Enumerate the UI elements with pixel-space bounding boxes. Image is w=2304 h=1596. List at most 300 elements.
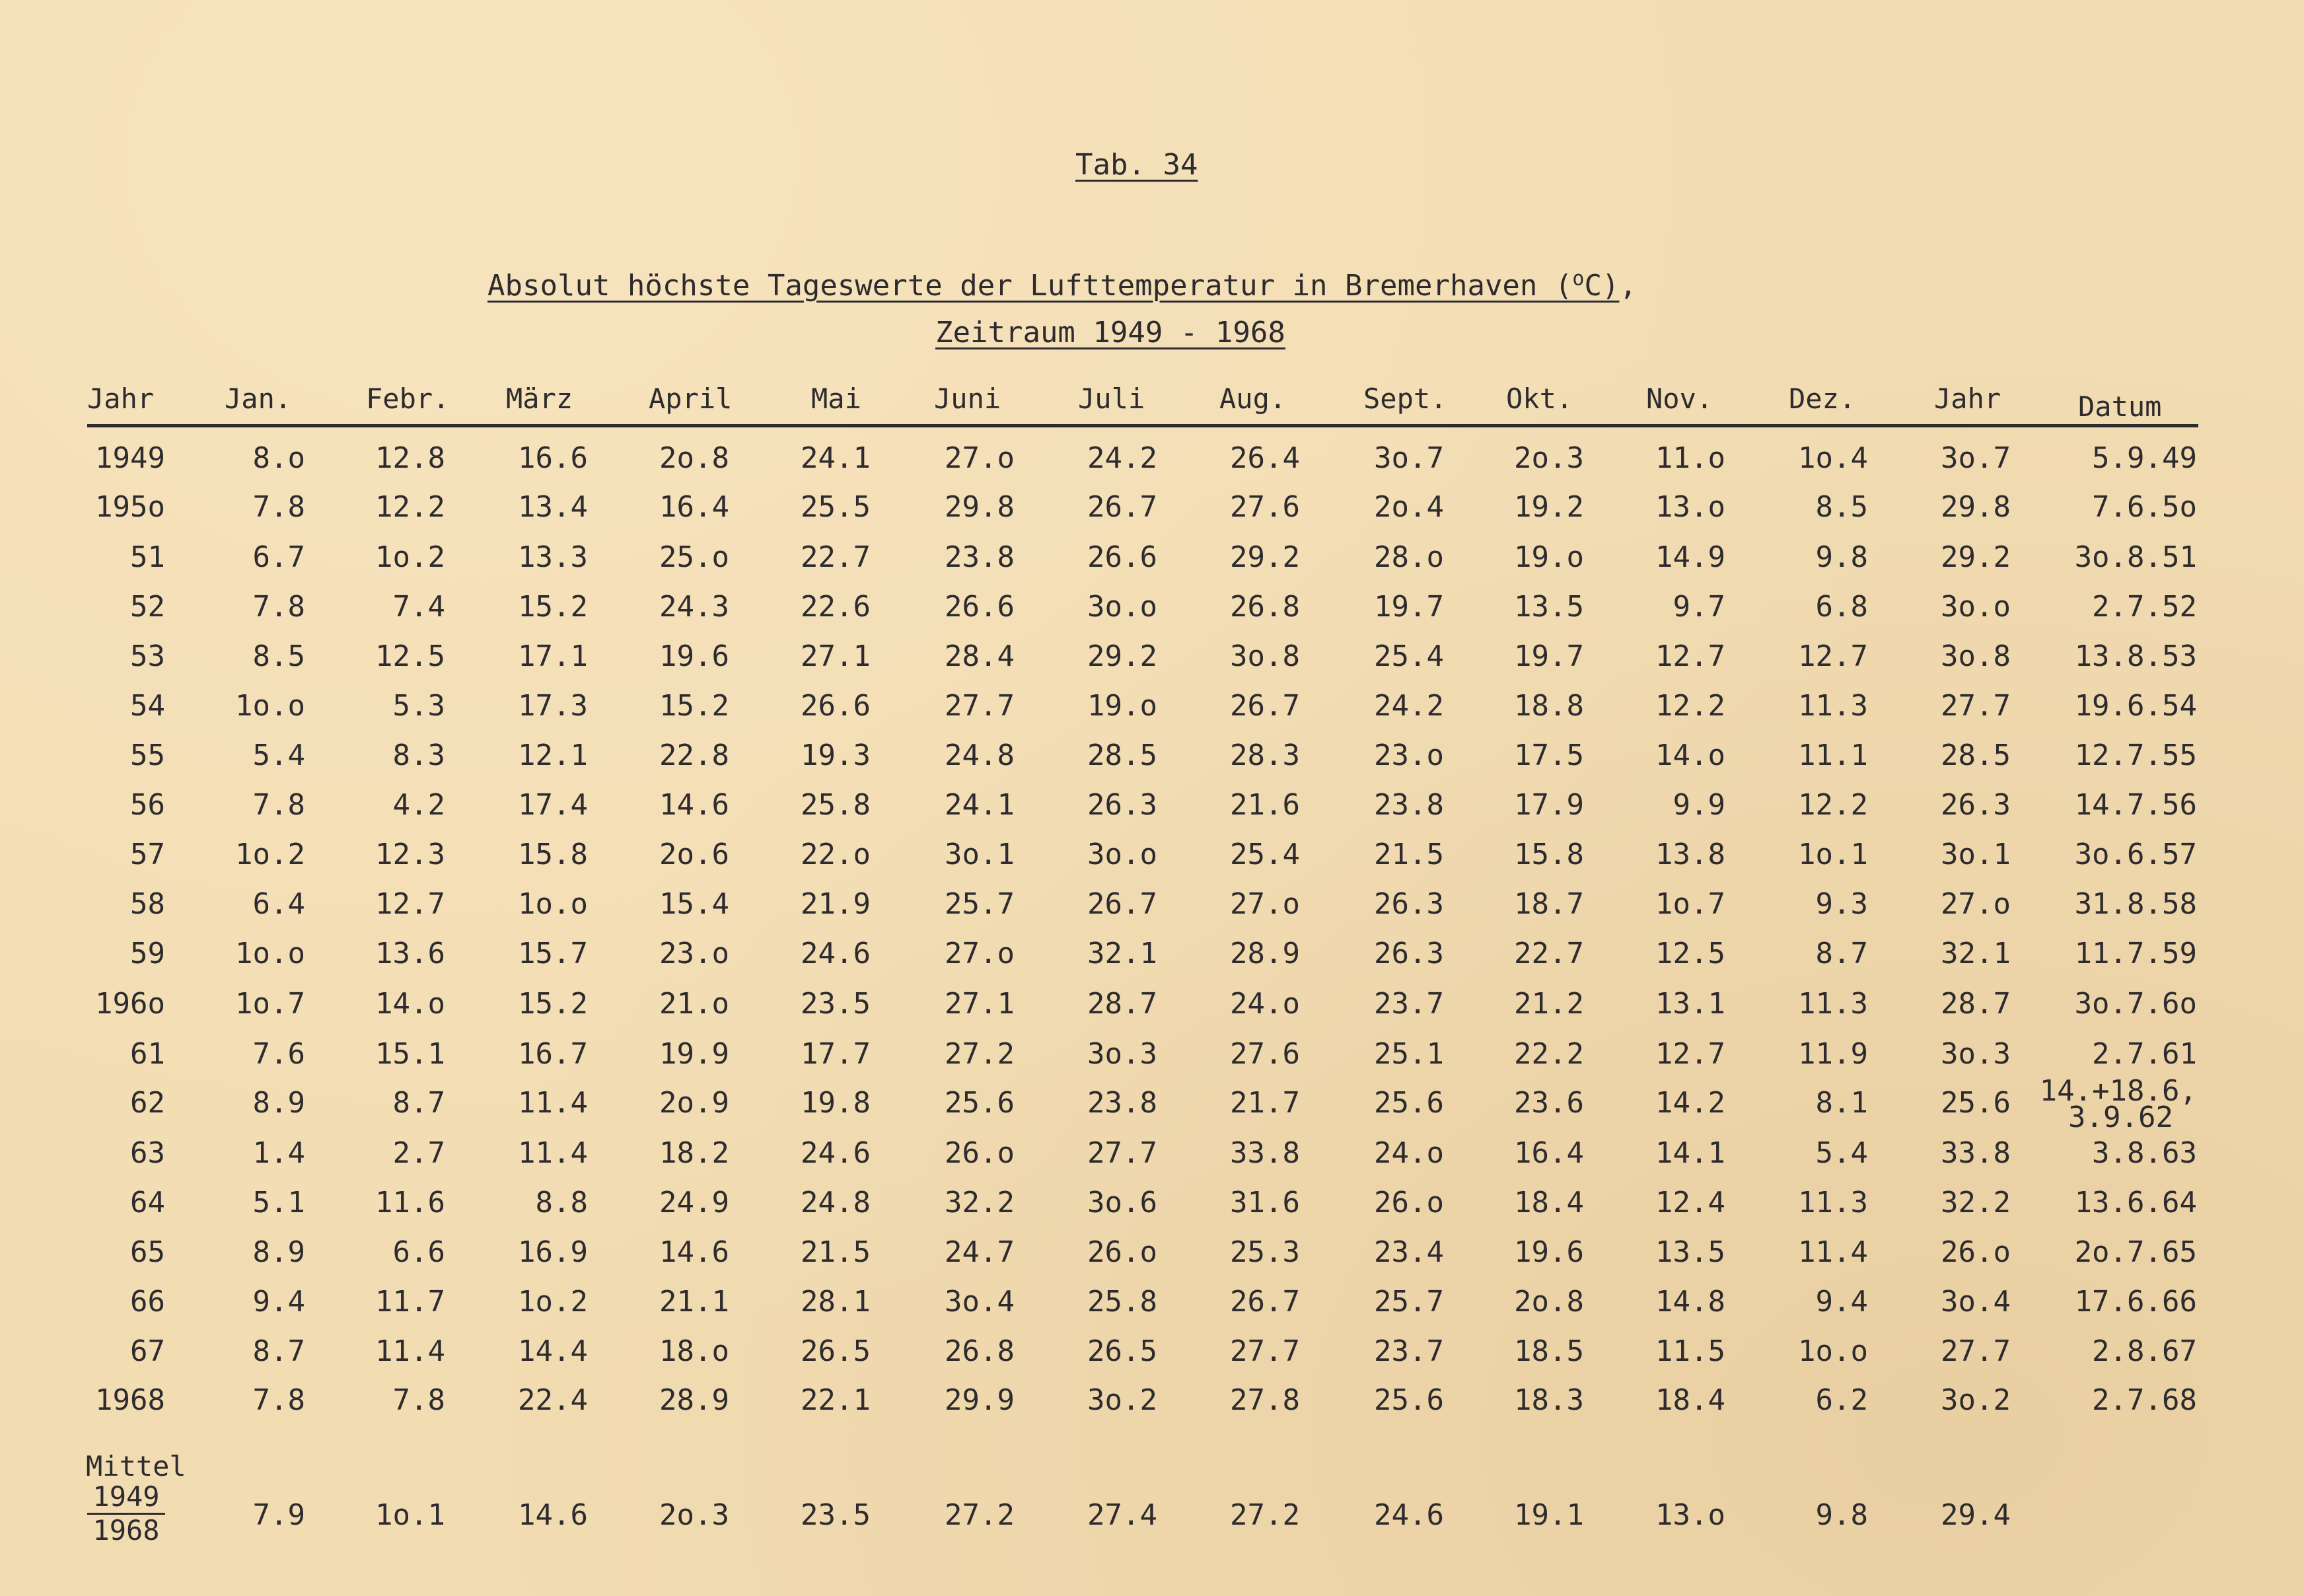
value-cell: 9.7 <box>1673 590 1725 624</box>
year-cell: 64 <box>130 1186 165 1219</box>
mean-value-cell: 29.4 <box>1941 1498 2011 1532</box>
value-cell: 26.o <box>1374 1186 1444 1219</box>
value-cell: 25.8 <box>801 788 871 822</box>
value-cell: 8.o <box>252 441 305 475</box>
value-cell: 25.4 <box>1230 838 1300 871</box>
column-header: Juli <box>1078 382 1145 415</box>
value-cell: 12.7 <box>375 887 445 921</box>
value-cell: 14.o <box>1655 739 1725 772</box>
date-cell: 14.7.56 <box>2074 788 2197 822</box>
value-cell: 26.3 <box>1087 788 1157 822</box>
value-cell: 23.8 <box>1374 788 1444 822</box>
title-unit: C) <box>1584 268 1620 303</box>
value-cell: 27.8 <box>1230 1383 1300 1417</box>
value-cell: 15.2 <box>659 689 729 723</box>
value-cell: 28.4 <box>945 639 1015 673</box>
value-cell: 13.8 <box>1655 838 1725 871</box>
value-cell: 14.2 <box>1655 1086 1725 1120</box>
value-cell: 21.7 <box>1230 1086 1300 1120</box>
year-cell: 1949 <box>95 441 165 475</box>
value-cell: 2.7 <box>392 1136 445 1170</box>
value-cell: 28.3 <box>1230 739 1300 772</box>
value-cell: 16.4 <box>659 490 729 524</box>
value-cell: 26.7 <box>1087 490 1157 524</box>
value-cell: 18.o <box>659 1334 729 1368</box>
value-cell: 9.4 <box>252 1285 305 1319</box>
value-cell: 14.9 <box>1655 540 1725 574</box>
column-header: Dez. <box>1789 382 1856 415</box>
value-cell: 25.7 <box>945 887 1015 921</box>
value-cell: 27.o <box>945 441 1015 475</box>
value-cell: 19.7 <box>1514 639 1584 673</box>
value-cell: 19.3 <box>801 739 871 772</box>
value-cell: 22.7 <box>1514 937 1584 970</box>
column-header: Febr. <box>366 382 450 415</box>
value-cell: 23.7 <box>1374 1334 1444 1368</box>
value-cell: 18.2 <box>659 1136 729 1170</box>
value-cell: 11.6 <box>375 1186 445 1219</box>
value-cell: 28.1 <box>801 1285 871 1319</box>
value-cell: 25.6 <box>945 1086 1015 1120</box>
value-cell: 21.1 <box>659 1285 729 1319</box>
value-cell: 27.7 <box>1941 1334 2011 1368</box>
column-header: Jahr <box>1934 382 2001 415</box>
value-cell: 26.6 <box>945 590 1015 624</box>
value-cell: 15.4 <box>659 887 729 921</box>
year-cell: 57 <box>130 838 165 871</box>
value-cell: 1o.1 <box>1798 838 1868 871</box>
value-cell: 26.6 <box>801 689 871 723</box>
value-cell: 2o.8 <box>1514 1285 1584 1319</box>
value-cell: 13.4 <box>518 490 588 524</box>
table-title <box>487 267 1637 303</box>
value-cell: 25.3 <box>1230 1235 1300 1269</box>
mean-value-cell: 27.4 <box>1087 1498 1157 1532</box>
value-cell: 28.5 <box>1941 739 2011 772</box>
value-cell: 1o.4 <box>1798 441 1868 475</box>
value-cell: 3o.o <box>1087 838 1157 871</box>
value-cell: 23.8 <box>1087 1086 1157 1120</box>
value-cell: 26.3 <box>1374 937 1444 970</box>
year-cell: 66 <box>130 1285 165 1319</box>
value-cell: 2o.9 <box>659 1086 729 1120</box>
value-cell: 12.8 <box>375 441 445 475</box>
year-cell: 51 <box>130 540 165 574</box>
value-cell: 12.2 <box>1655 689 1725 723</box>
value-cell: 23.7 <box>1374 987 1444 1021</box>
date-cell: 3.8.63 <box>2092 1136 2197 1170</box>
value-cell: 3o.2 <box>1087 1383 1157 1417</box>
value-cell: 18.4 <box>1655 1383 1725 1417</box>
year-cell: 56 <box>130 788 165 822</box>
value-cell: 28.7 <box>1941 987 2011 1021</box>
value-cell: 26.4 <box>1230 441 1300 475</box>
value-cell: 23.o <box>659 937 729 970</box>
value-cell: 26.7 <box>1230 689 1300 723</box>
year-cell: 61 <box>130 1037 165 1071</box>
value-cell: 28.7 <box>1087 987 1157 1021</box>
value-cell: 29.2 <box>1087 639 1157 673</box>
value-cell: 24.9 <box>659 1186 729 1219</box>
value-cell: 14.8 <box>1655 1285 1725 1319</box>
value-cell: 24.o <box>1230 987 1300 1021</box>
value-cell: 23.6 <box>1514 1086 1584 1120</box>
value-cell: 19.9 <box>659 1037 729 1071</box>
value-cell: 11.5 <box>1655 1334 1725 1368</box>
value-cell: 28.9 <box>659 1383 729 1417</box>
value-cell: 2o.6 <box>659 838 729 871</box>
value-cell: 25.7 <box>1374 1285 1444 1319</box>
value-cell: 26.o <box>945 1136 1015 1170</box>
year-cell: 54 <box>130 689 165 723</box>
value-cell: 11.4 <box>518 1136 588 1170</box>
value-cell: 11.1 <box>1798 739 1868 772</box>
value-cell: 25.5 <box>801 490 871 524</box>
value-cell: 14.1 <box>1655 1136 1725 1170</box>
value-cell: 13.5 <box>1514 590 1584 624</box>
value-cell: 26.3 <box>1941 788 2011 822</box>
value-cell: 27.o <box>945 937 1015 970</box>
value-cell: 24.3 <box>659 590 729 624</box>
value-cell: 25.8 <box>1087 1285 1157 1319</box>
value-cell: 12.2 <box>375 490 445 524</box>
value-cell: 22.2 <box>1514 1037 1584 1071</box>
mean-value-cell: 23.5 <box>801 1498 871 1532</box>
value-cell: 7.4 <box>392 590 445 624</box>
date-cell: 3o.6.57 <box>2074 838 2197 871</box>
value-cell: 11.o <box>1655 441 1725 475</box>
title-trailing: , <box>1619 268 1637 303</box>
value-cell: 31.6 <box>1230 1186 1300 1219</box>
date-cell: 11.7.59 <box>2074 937 2197 970</box>
column-header: Jan. <box>225 382 292 415</box>
value-cell: 11.3 <box>1798 1186 1868 1219</box>
value-cell: 9.3 <box>1815 887 1868 921</box>
value-cell: 22.7 <box>801 540 871 574</box>
value-cell: 27.1 <box>801 639 871 673</box>
value-cell: 24.1 <box>945 788 1015 822</box>
date-cell: 2.7.68 <box>2092 1383 2197 1417</box>
value-cell: 21.5 <box>801 1235 871 1269</box>
value-cell: 29.8 <box>1941 490 2011 524</box>
value-cell: 17.5 <box>1514 739 1584 772</box>
year-cell: 53 <box>130 639 165 673</box>
value-cell: 27.1 <box>945 987 1015 1021</box>
value-cell: 15.8 <box>518 838 588 871</box>
year-cell: 67 <box>130 1334 165 1368</box>
value-cell: 12.5 <box>1655 937 1725 970</box>
value-cell: 6.4 <box>252 887 305 921</box>
mean-value-cell: 27.2 <box>945 1498 1015 1532</box>
value-cell: 26.o <box>1941 1235 2011 1269</box>
value-cell: 16.6 <box>518 441 588 475</box>
value-cell: 5.4 <box>252 739 305 772</box>
value-cell: 15.2 <box>518 987 588 1021</box>
value-cell: 3o.3 <box>1087 1037 1157 1071</box>
value-cell: 8.5 <box>1815 490 1868 524</box>
value-cell: 17.3 <box>518 689 588 723</box>
date-cell: 3o.8.51 <box>2074 540 2197 574</box>
degree-sign: o <box>1572 267 1585 290</box>
value-cell: 17.7 <box>801 1037 871 1071</box>
value-cell: 27.6 <box>1230 1037 1300 1071</box>
value-cell: 2o.8 <box>659 441 729 475</box>
mean-period-to: 1968 <box>92 1514 160 1546</box>
date-cell: 17.6.66 <box>2074 1285 2197 1319</box>
value-cell: 19.6 <box>1514 1235 1584 1269</box>
value-cell: 18.8 <box>1514 689 1584 723</box>
value-cell: 1.4 <box>252 1136 305 1170</box>
value-cell: 5.3 <box>392 689 445 723</box>
value-cell: 17.1 <box>518 639 588 673</box>
mean-label: Mittel <box>86 1450 186 1482</box>
value-cell: 1o.o <box>235 689 305 723</box>
value-cell: 24.2 <box>1374 689 1444 723</box>
value-cell: 8.5 <box>252 639 305 673</box>
value-cell: 24.2 <box>1087 441 1157 475</box>
title-main: Absolut höchste Tageswerte der Lufttemperatur in Bremerhaven ( <box>487 268 1573 303</box>
value-cell: 21.5 <box>1374 838 1444 871</box>
value-cell: 21.9 <box>801 887 871 921</box>
column-header: Mai <box>811 382 861 415</box>
value-cell: 22.6 <box>801 590 871 624</box>
year-cell: 195o <box>95 490 165 524</box>
mean-value-cell: 14.6 <box>518 1498 588 1532</box>
value-cell: 29.9 <box>945 1383 1015 1417</box>
value-cell: 21.o <box>659 987 729 1021</box>
value-cell: 25.6 <box>1374 1383 1444 1417</box>
value-cell: 26.6 <box>1087 540 1157 574</box>
value-cell: 18.3 <box>1514 1383 1584 1417</box>
value-cell: 25.1 <box>1374 1037 1444 1071</box>
value-cell: 24.8 <box>945 739 1015 772</box>
value-cell: 3o.8 <box>1941 639 2011 673</box>
mean-value-cell: 9.8 <box>1815 1498 1868 1532</box>
value-cell: 26.3 <box>1374 887 1444 921</box>
value-cell: 9.9 <box>1673 788 1725 822</box>
header-rule <box>87 424 2198 427</box>
value-cell: 19.2 <box>1514 490 1584 524</box>
value-cell: 32.1 <box>1087 937 1157 970</box>
value-cell: 12.4 <box>1655 1186 1725 1219</box>
value-cell: 8.1 <box>1815 1086 1868 1120</box>
table-subtitle: Zeitraum 1949 - 1968 <box>935 316 1285 349</box>
value-cell: 3o.6 <box>1087 1186 1157 1219</box>
mean-value-cell: 27.2 <box>1230 1498 1300 1532</box>
value-cell: 27.7 <box>1230 1334 1300 1368</box>
date-cell: 2.7.61 <box>2092 1037 2197 1071</box>
value-cell: 15.7 <box>518 937 588 970</box>
value-cell: 3o.o <box>1087 590 1157 624</box>
value-cell: 11.9 <box>1798 1037 1868 1071</box>
date-cell: 13.6.64 <box>2074 1186 2197 1219</box>
value-cell: 3o.3 <box>1941 1037 2011 1071</box>
value-cell: 22.4 <box>518 1383 588 1417</box>
date-cell: 13.8.53 <box>2074 639 2197 673</box>
mean-period-fraction <box>87 1481 165 1546</box>
value-cell: 6.7 <box>252 540 305 574</box>
date-cell-second-line: 3.9.62 <box>2068 1101 2173 1134</box>
value-cell: 13.3 <box>518 540 588 574</box>
value-cell: 25.6 <box>1941 1086 2011 1120</box>
value-cell: 24.o <box>1374 1136 1444 1170</box>
value-cell: 12.2 <box>1798 788 1868 822</box>
value-cell: 13.o <box>1655 490 1725 524</box>
value-cell: 25.4 <box>1374 639 1444 673</box>
value-cell: 11.7 <box>375 1285 445 1319</box>
value-cell: 8.7 <box>1815 937 1868 970</box>
column-header: Datum <box>2078 390 2162 423</box>
value-cell: 28.9 <box>1230 937 1300 970</box>
date-cell: 2o.7.65 <box>2074 1235 2197 1269</box>
value-cell: 3o.o <box>1941 590 2011 624</box>
value-cell: 14.o <box>375 987 445 1021</box>
value-cell: 19.8 <box>801 1086 871 1120</box>
value-cell: 9.4 <box>1815 1285 1868 1319</box>
value-cell: 8.9 <box>252 1235 305 1269</box>
value-cell: 27.7 <box>1941 689 2011 723</box>
value-cell: 1o.7 <box>235 987 305 1021</box>
date-cell: 2.7.52 <box>2092 590 2197 624</box>
value-cell: 27.7 <box>945 689 1015 723</box>
value-cell: 2o.4 <box>1374 490 1444 524</box>
date-cell: 2.8.67 <box>2092 1334 2197 1368</box>
mean-period-from: 1949 <box>87 1481 165 1515</box>
value-cell: 28.5 <box>1087 739 1157 772</box>
value-cell: 27.2 <box>945 1037 1015 1071</box>
value-cell: 32.1 <box>1941 937 2011 970</box>
value-cell: 8.7 <box>392 1086 445 1120</box>
date-cell: 3o.7.6o <box>2074 987 2197 1021</box>
value-cell: 16.4 <box>1514 1136 1584 1170</box>
value-cell: 3o.8 <box>1230 639 1300 673</box>
column-header: Jahr <box>87 382 155 415</box>
column-header: Aug. <box>1219 382 1287 415</box>
year-cell: 1968 <box>95 1383 165 1417</box>
value-cell: 21.2 <box>1514 987 1584 1021</box>
mean-value-cell: 1o.1 <box>375 1498 445 1532</box>
value-cell: 25.o <box>659 540 729 574</box>
value-cell: 19.7 <box>1374 590 1444 624</box>
value-cell: 9.8 <box>1815 540 1868 574</box>
mean-value-cell: 24.6 <box>1374 1498 1444 1532</box>
value-cell: 26.7 <box>1087 887 1157 921</box>
value-cell: 32.2 <box>1941 1186 2011 1219</box>
value-cell: 18.4 <box>1514 1186 1584 1219</box>
date-cell: 12.7.55 <box>2074 739 2197 772</box>
value-cell: 14.4 <box>518 1334 588 1368</box>
value-cell: 22.o <box>801 838 871 871</box>
value-cell: 13.6 <box>375 937 445 970</box>
value-cell: 11.4 <box>375 1334 445 1368</box>
value-cell: 5.4 <box>1815 1136 1868 1170</box>
date-cell: 14.+18.6, <box>2039 1074 2197 1108</box>
value-cell: 7.8 <box>252 788 305 822</box>
value-cell: 15.8 <box>1514 838 1584 871</box>
value-cell: 11.3 <box>1798 987 1868 1021</box>
value-cell: 23.8 <box>945 540 1015 574</box>
value-cell: 3o.4 <box>1941 1285 2011 1319</box>
value-cell: 6.2 <box>1815 1383 1868 1417</box>
value-cell: 24.1 <box>801 441 871 475</box>
value-cell: 1o.o <box>235 937 305 970</box>
year-cell: 52 <box>130 590 165 624</box>
column-header: Nov. <box>1646 382 1713 415</box>
value-cell: 7.8 <box>252 590 305 624</box>
value-cell: 15.1 <box>375 1037 445 1071</box>
value-cell: 1o.2 <box>235 838 305 871</box>
value-cell: 1o.o <box>518 887 588 921</box>
mean-value-cell: 2o.3 <box>659 1498 729 1532</box>
value-cell: 12.5 <box>375 639 445 673</box>
value-cell: 33.8 <box>1941 1136 2011 1170</box>
value-cell: 13.1 <box>1655 987 1725 1021</box>
year-cell: 196o <box>95 987 165 1021</box>
value-cell: 25.6 <box>1374 1086 1444 1120</box>
value-cell: 26.5 <box>1087 1334 1157 1368</box>
value-cell: 12.7 <box>1655 639 1725 673</box>
year-cell: 63 <box>130 1136 165 1170</box>
value-cell: 27.o <box>1941 887 2011 921</box>
year-cell: 65 <box>130 1235 165 1269</box>
value-cell: 27.o <box>1230 887 1300 921</box>
value-cell: 3o.4 <box>945 1285 1015 1319</box>
value-cell: 22.1 <box>801 1383 871 1417</box>
column-header: Juni <box>934 382 1001 415</box>
value-cell: 4.2 <box>392 788 445 822</box>
value-cell: 12.1 <box>518 739 588 772</box>
value-cell: 26.5 <box>801 1334 871 1368</box>
value-cell: 18.5 <box>1514 1334 1584 1368</box>
value-cell: 1o.7 <box>1655 887 1725 921</box>
column-header: März <box>506 382 573 415</box>
value-cell: 11.4 <box>1798 1235 1868 1269</box>
value-cell: 33.8 <box>1230 1136 1300 1170</box>
value-cell: 11.4 <box>518 1086 588 1120</box>
value-cell: 6.6 <box>392 1235 445 1269</box>
value-cell: 1o.o <box>1798 1334 1868 1368</box>
column-header: Okt. <box>1506 382 1573 415</box>
mean-value-cell: 13.o <box>1655 1498 1725 1532</box>
value-cell: 12.7 <box>1655 1037 1725 1071</box>
value-cell: 3o.7 <box>1374 441 1444 475</box>
value-cell: 6.8 <box>1815 590 1868 624</box>
value-cell: 7.8 <box>392 1383 445 1417</box>
value-cell: 29.2 <box>1230 540 1300 574</box>
value-cell: 8.8 <box>535 1186 588 1219</box>
value-cell: 7.8 <box>252 1383 305 1417</box>
value-cell: 18.7 <box>1514 887 1584 921</box>
value-cell: 15.2 <box>518 590 588 624</box>
value-cell: 24.6 <box>801 1136 871 1170</box>
value-cell: 23.4 <box>1374 1235 1444 1269</box>
table-number: Tab. 34 <box>1075 148 1198 182</box>
value-cell: 23.o <box>1374 739 1444 772</box>
value-cell: 8.3 <box>392 739 445 772</box>
value-cell: 3o.2 <box>1941 1383 2011 1417</box>
value-cell: 12.3 <box>375 838 445 871</box>
date-cell: 31.8.58 <box>2074 887 2197 921</box>
value-cell: 19.o <box>1087 689 1157 723</box>
value-cell: 1o.2 <box>518 1285 588 1319</box>
value-cell: 26.8 <box>1230 590 1300 624</box>
value-cell: 19.o <box>1514 540 1584 574</box>
value-cell: 8.7 <box>252 1334 305 1368</box>
year-cell: 55 <box>130 739 165 772</box>
value-cell: 24.7 <box>945 1235 1015 1269</box>
date-cell: 5.9.49 <box>2092 441 2197 475</box>
column-header: April <box>649 382 733 415</box>
